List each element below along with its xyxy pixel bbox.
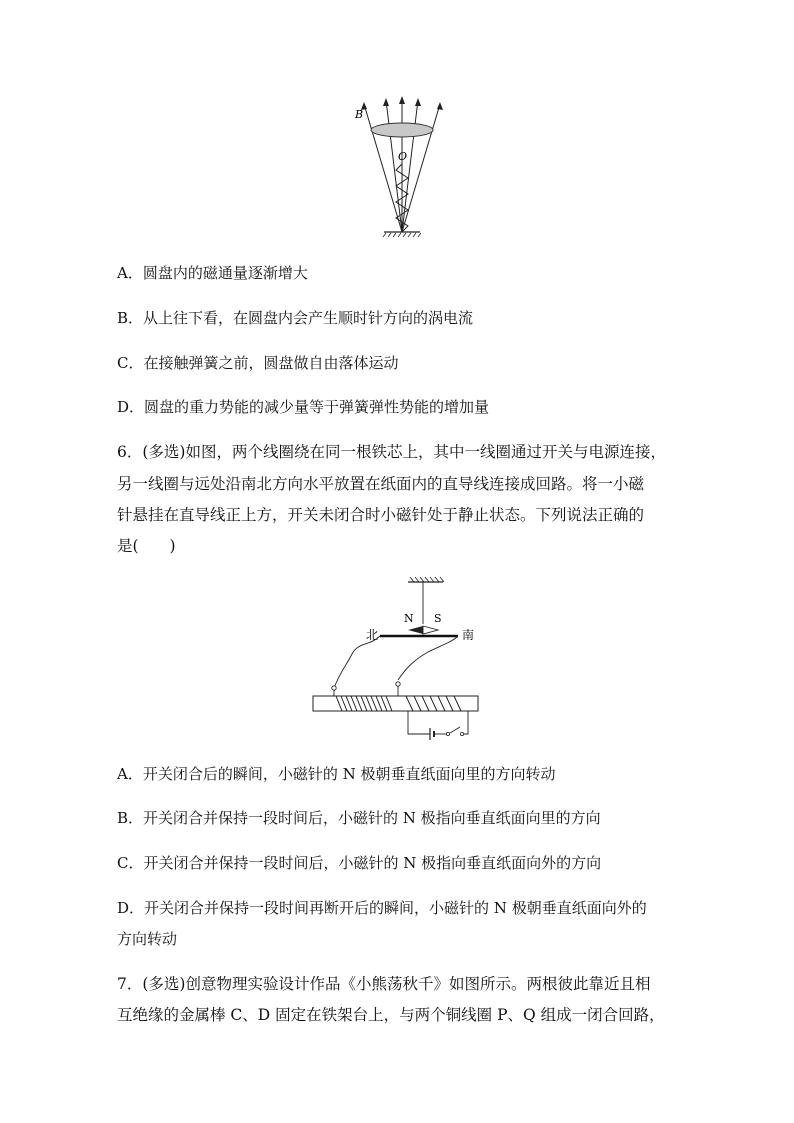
label-b: B bbox=[355, 108, 364, 121]
disc-magnet-figure bbox=[340, 92, 460, 242]
q6-option-c: C．开关闭合并保持一段时间后，小磁针的 N 极指向垂直纸面向外的方向 bbox=[117, 854, 602, 872]
iron-core bbox=[313, 696, 478, 711]
q6-option-d-cont: 方向转动 bbox=[117, 930, 178, 948]
disc bbox=[371, 123, 433, 137]
coil-circuit-figure bbox=[310, 576, 485, 746]
q6-option-d: D．开关闭合并保持一段时间再断开后的瞬间，小磁针的 N 极朝垂直纸面向外的 bbox=[117, 899, 647, 917]
label-north: 北 bbox=[366, 628, 379, 642]
label-south: 南 bbox=[462, 628, 475, 642]
label-s: S bbox=[434, 612, 442, 625]
label-n: N bbox=[404, 612, 414, 625]
q6-stem-line-3: 针悬挂在直导线正上方，开关未闭合时小磁针处于静止状态。下列说法正确的 bbox=[117, 506, 645, 524]
q5-option-d: D．圆盘的重力势能的减少量等于弹簧弹性势能的增加量 bbox=[117, 398, 490, 416]
q6-stem-line-4: 是( ) bbox=[117, 537, 176, 555]
q6-option-a: A．开关闭合后的瞬间，小磁针的 N 极朝垂直纸面向里的方向转动 bbox=[117, 765, 556, 783]
switch bbox=[450, 727, 460, 733]
q7-stem-line-1: 7．(多选)创意物理实验设计作品《小熊荡秋千》如图所示。两根彼此靠近且相 bbox=[117, 975, 651, 993]
q6-option-b: B．开关闭合并保持一段时间后，小磁针的 N 极指向垂直纸面向里的方向 bbox=[117, 809, 601, 827]
q5-option-b: B．从上往下看，在圆盘内会产生顺时针方向的涡电流 bbox=[117, 309, 474, 327]
q7-stem-line-2: 互绝缘的金属棒 C、D 固定在铁架台上，与两个铜线圈 P、Q 组成一闭合回路， bbox=[117, 1006, 665, 1024]
label-o: O bbox=[398, 150, 408, 163]
q5-option-a: A．圆盘内的磁通量逐渐增大 bbox=[117, 264, 308, 282]
compass-needle bbox=[408, 626, 423, 634]
q6-stem-line-1: 6．(多选)如图，两个线圈绕在同一根铁芯上，其中一线圈通过开关与电源连接， bbox=[117, 443, 666, 461]
q5-option-c: C．在接触弹簧之前，圆盘做自由落体运动 bbox=[117, 354, 399, 372]
q6-stem-line-2: 另一线圈与远处沿南北方向水平放置在纸面内的直导线连接成回路。将一小磁 bbox=[117, 475, 645, 493]
